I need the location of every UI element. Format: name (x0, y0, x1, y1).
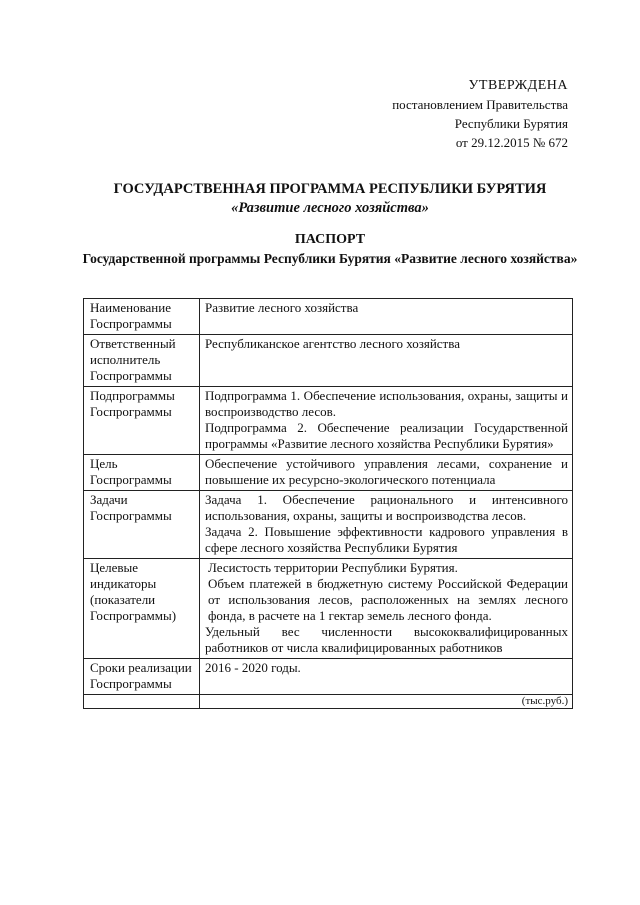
row-value (200, 387, 573, 455)
row-value-line: 2016 - 2020 годы. (205, 660, 301, 675)
row-value-line: Задача 1. Обеспечение рационального и интенсивного использования, охраны, защиты и воспроизводства лесов. (205, 492, 568, 523)
row-value (200, 335, 573, 387)
table-row (84, 559, 573, 659)
row-label: Наименование Госпрограммы (84, 299, 200, 335)
table-row (84, 455, 573, 491)
approval-line-2: Республики Бурятия (454, 116, 568, 131)
unit-note-empty (84, 695, 200, 709)
row-value-line: Объем платежей в бюджетную систему Российской Федерации от использования лесов, расположенных на землях лесного фонда, в расчете на 1 гектар земель лесного фонда. (208, 576, 568, 623)
row-value (200, 559, 573, 659)
row-value (200, 491, 573, 559)
passport-subtitle: Государственной программы Республики Бурятия «Развитие лесного хозяйства» (82, 251, 578, 266)
table-row (84, 299, 573, 335)
unit-note: (тыс.руб.) (200, 695, 573, 709)
row-value (200, 659, 573, 695)
row-value (200, 455, 573, 491)
table-row (84, 387, 573, 455)
unit-note-row (84, 695, 573, 709)
row-label: Задачи Госпрограммы (84, 491, 200, 559)
row-value (200, 299, 573, 335)
approval-date: от 29.12.2015 № 672 (455, 135, 568, 150)
row-value-line: Подпрограмма 2. Обеспечение реализации Государственной программы «Развитие лесного хозяйства Республики Бурятия» (205, 420, 568, 451)
program-heading (60, 180, 600, 218)
approval-title: УТВЕРЖДЕНА (468, 78, 568, 93)
row-value-line: Развитие лесного хозяйства (205, 300, 359, 315)
row-label: Подпрограммы Госпрограммы (84, 387, 200, 455)
row-label: Цель Госпрограммы (84, 455, 200, 491)
passport-title: ПАСПОРТ (294, 232, 366, 247)
table-row (84, 335, 573, 387)
table-row (84, 659, 573, 695)
row-value-line: Подпрограмма 1. Обеспечение использования, охраны, защиты и воспроизводство лесов. (205, 388, 568, 419)
program-title: ГОСУДАРСТВЕННАЯ ПРОГРАММА РЕСПУБЛИКИ БУРЯТИЯ (113, 181, 547, 197)
program-subtitle: «Развитие лесного хозяйства» (231, 200, 429, 216)
row-label: Целевые индикаторы (показатели Госпрограммы) (84, 559, 200, 659)
row-label: Ответственный исполнитель Госпрограммы (84, 335, 200, 387)
row-value-line: Удельный вес численности высококвалифицированных работников от числа квалифицированных работников (205, 624, 568, 655)
approval-block (392, 76, 568, 152)
passport-table (83, 298, 573, 709)
table-row (84, 491, 573, 559)
row-label: Сроки реализации Госпрограммы (84, 659, 200, 695)
row-value-line: Лесистость территории Республики Бурятия. (208, 560, 458, 575)
row-value-line: Задача 2. Повышение эффективности кадрового управления в сфере лесного хозяйства Республики Бурятия (205, 524, 568, 555)
passport-heading (80, 230, 580, 268)
approval-line-1: постановлением Правительства (392, 97, 568, 112)
row-value-line: Обеспечение устойчивого управления лесами, сохранение и повышение их ресурсно-экологического потенциала (205, 456, 568, 487)
row-value-line: Республиканское агентство лесного хозяйства (205, 336, 460, 351)
